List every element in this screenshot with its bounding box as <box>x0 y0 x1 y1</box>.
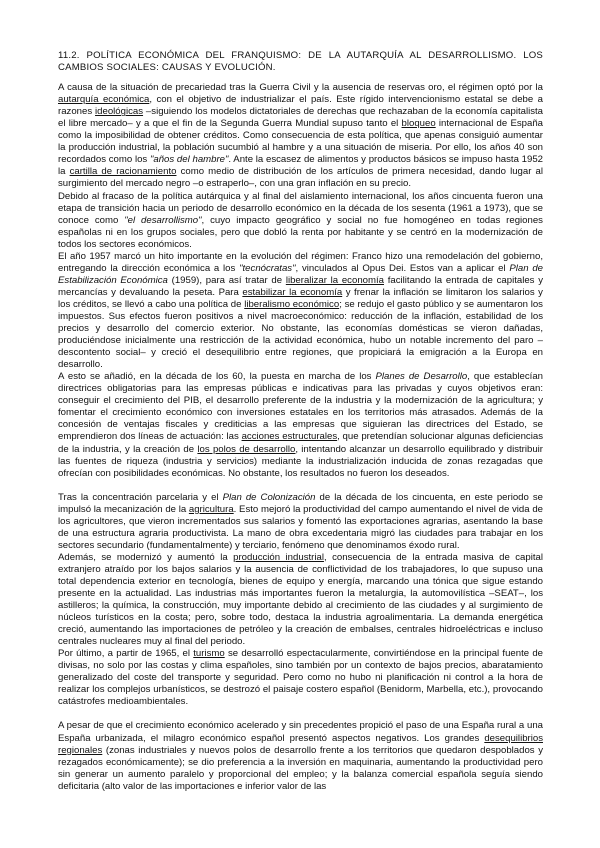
text-run: A pesar de que el crecimiento económico acelerado y sin precedentes propició el paso de una España rural a una España urbanizada, el milagro económico español presentó aspectos negativos. Los grandes <box>58 720 543 744</box>
italic-term: Plan de Colonización <box>222 491 316 503</box>
italic-term: "años del hambre" <box>149 154 229 166</box>
paragraph-transicion <box>58 191 543 251</box>
text-run: , que pretendían solucionar algunas deficiencias de la industria, y la creación de <box>58 431 543 455</box>
section-title: 11.2. POLÍTICA ECONÓMICA DEL FRANQUISMO: DE LA AUTARQUÍA AL DESARROLLISMO. LOS CAMBIOS SOCIALES: CAUSAS Y EVOLUCIÓN. <box>58 50 543 74</box>
paragraph-industria <box>58 552 543 648</box>
paragraph-gap <box>58 480 543 492</box>
paragraph-gap <box>58 708 543 720</box>
text-run: Tras la concentración parcelaria y el <box>58 491 223 503</box>
text-run: intentando alcanzar un desarrollo equilibrado y distribuir las fuentes de riqueza (industria y servicios) mediante la industrialización inducida de zonas rezagadas que ofrecían con posibilidades económicas. No obstante, los resultados no fueron los deseados. <box>58 443 543 479</box>
text-run: se desarrolló espectacularmente, convirtiéndose en la principal fuente de divisas, no solo por las costas y clima españoles, sino también por un contexto de bajos precios, abaratamiento generalizado del coste del transporte y seguridad. Pero como no hubo ni planificación ni control a la hora de realizar los complejos urbanísticos, se destrozó el paisaje costero español (Benidorm, Marbella, etc.), provocando catástrofes medioambientales. <box>58 648 543 708</box>
underlined-term: los polos de desarrollo, <box>197 443 298 455</box>
text-run: facilitando la entrada de capitales y mercancías y devaluando la peseta. Para <box>58 274 544 298</box>
text-run: , vinculados al Opus Dei. Estos van a aplicar el <box>295 262 510 274</box>
document-page <box>58 50 543 793</box>
underlined-term: acciones estructurales <box>241 431 338 443</box>
italic-term: Plan de Estabilización Económica <box>58 262 543 286</box>
text-run: Debido al fracaso de la política autárquica y al final del aislamiento internacional, los años cincuenta fueron una etapa de transición hacia un periodo de desarrollo económico en la década de los sesenta (1961 a 1973), que se conoce como <box>58 190 543 226</box>
paragraph-agricultura <box>58 492 543 552</box>
text-run: –siguiendo los modelos dictatoriales de derechas que rechazaban de la economía capitalista el libre mercado– y a que el fin de la Segunda Guerra Mundial supuso tanto el <box>58 106 544 130</box>
underlined-term: bloqueo <box>401 118 436 130</box>
underlined-term: turismo <box>193 648 225 660</box>
text-run: . Esto mejoró la productividad del campo aumentando el nivel de vida de los agricultores, que vieron incrementados sus salarios y fomentó las exportaciones agrarias, asentando la base de una estructura agraria productivista. La mano de obra excedentaria migró las ciudades para trabajar en los sectores secundario (fundamentalmente) y terciario, fenómeno que denominamos éxodo rural. <box>58 503 543 551</box>
underlined-term: cartilla de racionamiento <box>69 166 177 178</box>
text-run: , que establecían directrices obligatorias para las empresas públicas e indicativas para las privadas y cuyos objetivos eran: conseguir el crecimiento del PIB, el desarrollo preferente de la industria y la modernización de la agricultura; y fomentar el crecimiento económico con inversiones estatales en los territorios más atrasados. Además de la concesión de ventajas fiscales y crediticias a las empresas que siguieran las directrices del Estado, se emprendieron dos líneas de actuación: las <box>58 371 544 443</box>
text-run: El año 1957 marcó un hito importante en la evolución del régimen: Franco hizo una remodelación del gobierno, entregando la dirección económica a los <box>58 250 543 274</box>
text-run: . Ante la escasez de alimentos y productos básicos se impuso hasta 1952 la <box>58 154 544 178</box>
underlined-term: desequilibrios regionales <box>58 732 543 756</box>
text-run: ; se redujo el gasto público y se aumentaron los impuestos. Sus efectos fueron positivos a nivel macroeconómico: reducción de la inflación, estabilidad de los precios y desarrollo del comercio exterior. No obstante, las economías domésticas se vieron dañadas, produciéndose inicialmente una restricción de la actividad económica, hubo un notable incremento del paro –descontento social– y creció el desequilibrio entre regiones, que propiciará la emigración a la Europa en desarrollo. <box>58 298 543 371</box>
text-run: A causa de la situación de precariedad tras la Guerra Civil y la ausencia de reservas oro, el régimen optó por la <box>58 82 543 94</box>
paragraph-autarquia <box>58 82 543 190</box>
text-run: , consecuencia de la entrada masiva de capital extranjero atraído por los bajos salarios y la ausencia de conflictividad de los trabajadores, lo que supuso una total dependencia exterior en tecnología, bienes de equipo y energía, marcando una tónica que sigue estando presente en la actualidad. Las industrias más importantes fueron la metalurgia, la automovilística –SEAT–, los astilleros; la química, la construcción, muy importante debido al crecimiento de las ciudades y al surgimiento de núcleos turísticos en la costa; pero, sobre todo, destaca la industria agroalimentaria. La demanda energética creció, aumentando las importaciones de petróleo y la creación de embalses, centrales hidroeléctricas e incluso centrales nucleares muy al final del periodo. <box>58 551 543 648</box>
underlined-term: ideológicas <box>95 106 144 118</box>
paragraph-planes-desarrollo <box>58 371 543 479</box>
text-run: internacional de España como la imposibilidad de obtener créditos. Como consecuencia de esta política, que apenas consiguió aumentar la producción industrial, la población sucumbió al hambre y a una situación de miseria. Por ello, los años 40 son recordados como los <box>58 118 544 166</box>
text-run: Por último, a partir de 1965, el <box>58 648 194 660</box>
paragraph-turismo <box>58 648 543 708</box>
paragraph-aspectos-negativos <box>58 720 543 792</box>
italic-term: "tecnócratas" <box>239 262 296 274</box>
italic-term: Planes de Desarrollo <box>375 371 468 383</box>
text-run: como medio de distribución de los artículos de primera necesidad, dando lugar al surgimiento del mercado negro –o estraperlo–, con una gran inflación en su precio. <box>58 166 543 190</box>
text-run: (zonas industriales y nuevos polos de desarrollo frente a los territorios que quedaron despoblados y rezagados económicamente); se dio preferencia a la inversión en maquinaria, aumentando la productividad pero sin generar un aumento paralelo y proporcional del empleo; y la balanza comercial española seguía siendo deficitaria (alto valor de las importaciones e inferior valor de las <box>58 744 543 792</box>
text-run: (1959), para así tratar de <box>167 274 286 286</box>
text-run: y frenar la inflación se limitaron los salarios y los créditos, se llevó a cabo una política de <box>58 286 543 310</box>
text-run: de la década de los cincuenta, en este periodo se impulsó la mecanización de la <box>58 491 543 515</box>
text-run: A esto se añadió, en la década de los 60, la puesta en marcha de los <box>58 371 376 383</box>
paragraph-estabilizacion <box>58 251 543 371</box>
underlined-term: autarquía económica <box>58 94 150 106</box>
underlined-term: liberalismo económico <box>244 298 340 310</box>
underlined-term: agricultura <box>188 503 234 515</box>
text-run: , con el objetivo de industrializar el país. Este rígido intervencionismo estatal se debe a razones <box>58 94 543 118</box>
underlined-term: estabilizar la economía <box>242 286 343 298</box>
underlined-term: liberalizar la economía <box>285 274 384 286</box>
underlined-term: producción industrial <box>233 551 324 563</box>
text-run: Además, se modernizó y aumentó la <box>58 551 234 563</box>
italic-term: "el desarrollismo" <box>124 214 202 226</box>
text-run: , cuyo impacto geográfico y social no fue homogéneo en todas regiones españolas ni en los grupos sociales, pero que dobló la renta por habitante y se centró en la modernización de todos los sectores económicos. <box>58 214 543 250</box>
